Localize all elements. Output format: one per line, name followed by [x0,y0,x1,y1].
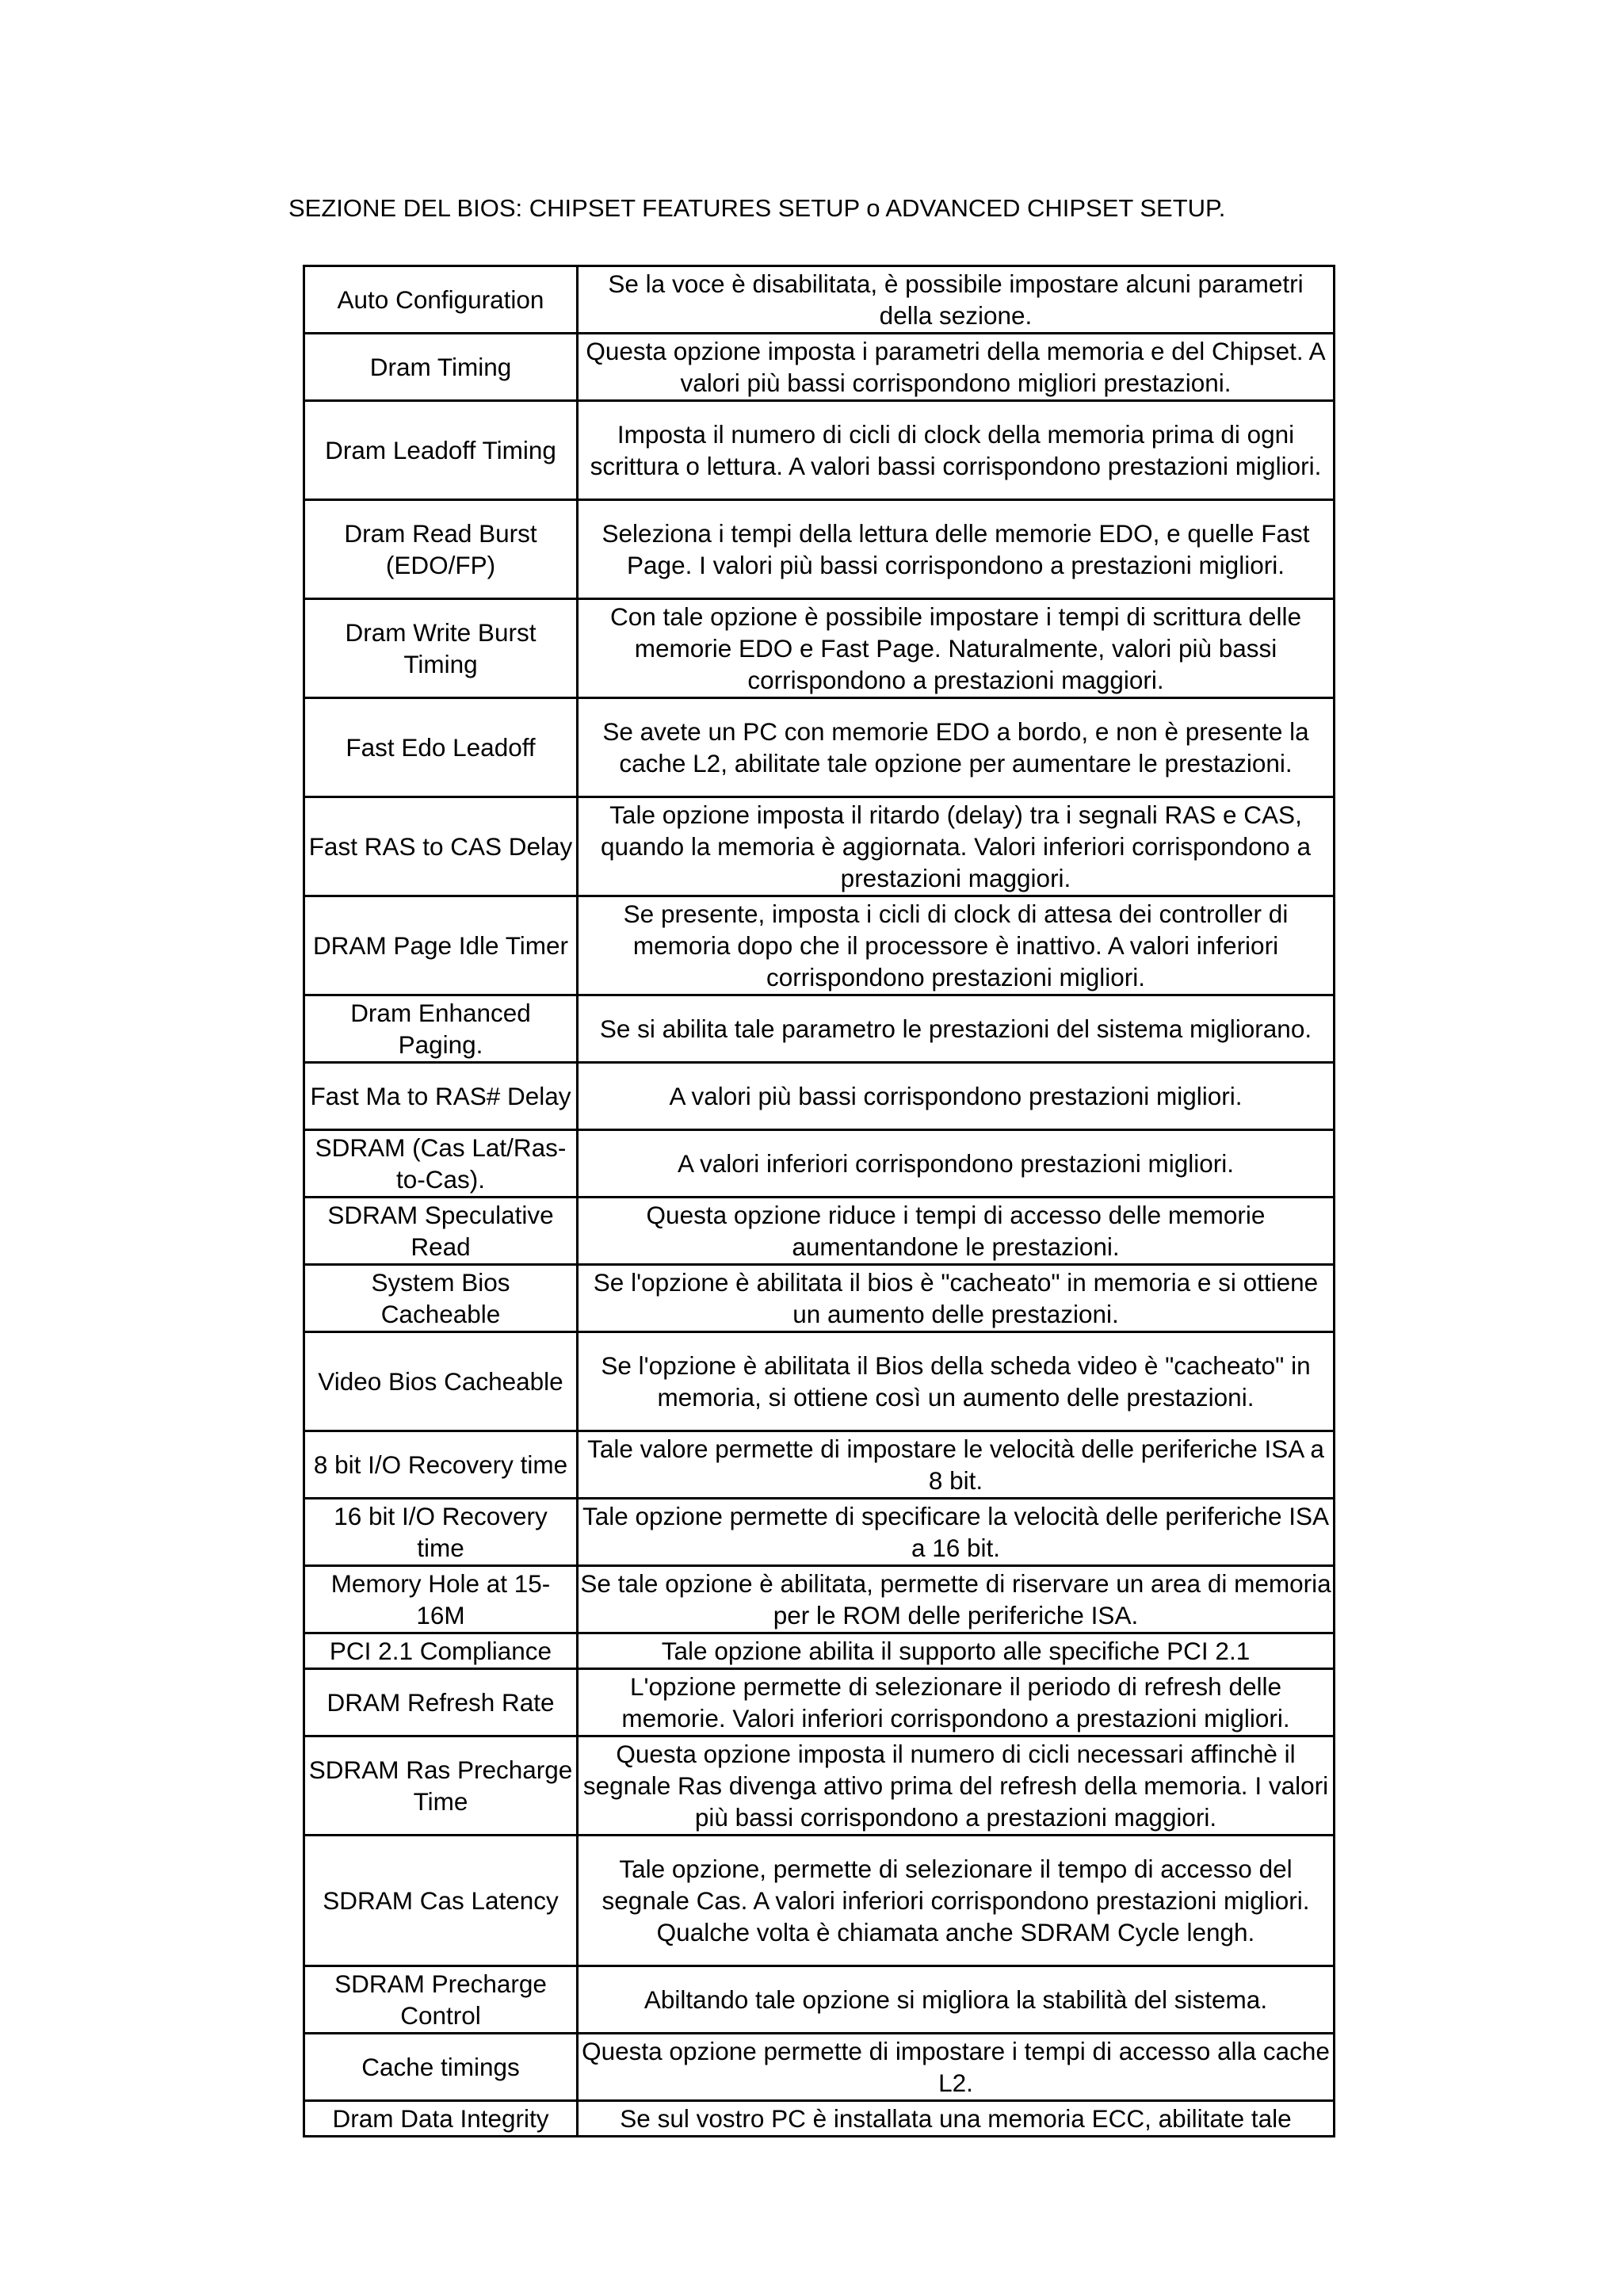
setting-name: Fast Edo Leadoff [304,698,578,797]
setting-name: SDRAM Speculative Read [304,1198,578,1265]
table-row [304,995,1335,1063]
table-row [304,2034,1335,2101]
setting-name: Dram Data Integrity [304,2101,578,2137]
setting-description: Imposta il numero di cicli di clock della memoria prima di ogni scrittura o lettura. A valori bassi corrispondono prestazioni migliori. [578,401,1335,500]
table-row [304,1431,1335,1499]
setting-name: 16 bit I/O Recovery time [304,1499,578,1566]
table-row [304,698,1335,797]
setting-description: Se avete un PC con memorie EDO a bordo, e non è presente la cache L2, abilitate tale opzione per aumentare le prestazioni. [578,698,1335,797]
setting-description: Tale valore permette di impostare le velocità delle periferiche ISA a 8 bit. [578,1431,1335,1499]
setting-name: 8 bit I/O Recovery time [304,1431,578,1499]
table-row [304,1332,1335,1431]
table-row [304,1836,1335,1966]
setting-name: SDRAM Ras Precharge Time [304,1736,578,1836]
setting-description: Se l'opzione è abilitata il Bios della scheda video è "cacheato" in memoria, si ottiene così un aumento delle prestazioni. [578,1332,1335,1431]
setting-name: Fast RAS to CAS Delay [304,797,578,896]
table-row [304,1633,1335,1669]
setting-description: Se la voce è disabilitata, è possibile impostare alcuni parametri della sezione. [578,266,1335,334]
setting-name: SDRAM Precharge Control [304,1966,578,2034]
setting-name: DRAM Page Idle Timer [304,896,578,995]
setting-description: Se si abilita tale parametro le prestazioni del sistema migliorano. [578,995,1335,1063]
table-row [304,266,1335,334]
page-title: SEZIONE DEL BIOS: CHIPSET FEATURES SETUP o ADVANCED CHIPSET SETUP. [288,194,1226,222]
setting-description: L'opzione permette di selezionare il periodo di refresh delle memorie. Valori inferiori corrispondono a prestazioni migliori. [578,1669,1335,1736]
setting-description: Tale opzione abilita il supporto alle specifiche PCI 2.1 [578,1633,1335,1669]
table-row [304,1966,1335,2034]
setting-name: Dram Write Burst Timing [304,599,578,698]
setting-name: Dram Timing [304,334,578,401]
setting-description: Tale opzione permette di specificare la velocità delle periferiche ISA a 16 bit. [578,1499,1335,1566]
setting-description: Tale opzione imposta il ritardo (delay) tra i segnali RAS e CAS, quando la memoria è aggiornata. Valori inferiori corrispondono a prestazioni maggiori. [578,797,1335,896]
setting-name: Auto Configuration [304,266,578,334]
setting-description: A valori più bassi corrispondono prestazioni migliori. [578,1063,1335,1130]
table-row [304,401,1335,500]
setting-description: Questa opzione imposta il numero di cicli necessari affinchè il segnale Ras divenga attivo prima del refresh della memoria. I valori più bassi corrispondono a prestazioni maggiori. [578,1736,1335,1836]
setting-description: Se presente, imposta i cicli di clock di attesa dei controller di memoria dopo che il processore è inattivo. A valori inferiori corrispondono prestazioni migliori. [578,896,1335,995]
setting-name: SDRAM (Cas Lat/Ras-to-Cas). [304,1130,578,1198]
setting-description: Con tale opzione è possibile impostare i tempi di scrittura delle memorie EDO e Fast Page. Naturalmente, valori più bassi corrispondono a prestazioni maggiori. [578,599,1335,698]
setting-description: Tale opzione, permette di selezionare il tempo di accesso del segnale Cas. A valori inferiori corrispondono prestazioni migliori. Qualche volta è chiamata anche SDRAM Cycle lengh. [578,1836,1335,1966]
table-row [304,1265,1335,1332]
setting-name: Dram Leadoff Timing [304,401,578,500]
setting-description: Seleziona i tempi della lettura delle memorie EDO, e quelle Fast Page. I valori più bassi corrispondono a prestazioni migliori. [578,500,1335,599]
setting-name: PCI 2.1 Compliance [304,1633,578,1669]
table-row [304,1130,1335,1198]
setting-description: Se tale opzione è abilitata, permette di riservare un area di memoria per le ROM delle periferiche ISA. [578,1566,1335,1633]
table-row [304,500,1335,599]
setting-name: Fast Ma to RAS# Delay [304,1063,578,1130]
table-row [304,797,1335,896]
table-row [304,1063,1335,1130]
setting-name: Dram Enhanced Paging. [304,995,578,1063]
setting-name: Video Bios Cacheable [304,1332,578,1431]
table-row [304,896,1335,995]
table-row [304,1499,1335,1566]
setting-name: Cache timings [304,2034,578,2101]
setting-name: Memory Hole at 15-16M [304,1566,578,1633]
setting-name: Dram Read Burst (EDO/FP) [304,500,578,599]
setting-description: Questa opzione imposta i parametri della memoria e del Chipset. A valori più bassi corrispondono migliori prestazioni. [578,334,1335,401]
table-row [304,2101,1335,2137]
setting-name: System Bios Cacheable [304,1265,578,1332]
table-row [304,1566,1335,1633]
setting-name: DRAM Refresh Rate [304,1669,578,1736]
table-row [304,1736,1335,1836]
setting-description: A valori inferiori corrispondono prestazioni migliori. [578,1130,1335,1198]
table-row [304,599,1335,698]
setting-description: Questa opzione permette di impostare i tempi di accesso alla cache L2. [578,2034,1335,2101]
setting-description: Se l'opzione è abilitata il bios è "cacheato" in memoria e si ottiene un aumento delle prestazioni. [578,1265,1335,1332]
table-row [304,1669,1335,1736]
bios-settings-table [303,265,1335,2137]
setting-description: Questa opzione riduce i tempi di accesso delle memorie aumentandone le prestazioni. [578,1198,1335,1265]
setting-description: Se sul vostro PC è installata una memoria ECC, abilitate tale [578,2101,1335,2137]
setting-name: SDRAM Cas Latency [304,1836,578,1966]
table-row [304,1198,1335,1265]
setting-description: Abiltando tale opzione si migliora la stabilità del sistema. [578,1966,1335,2034]
table-row [304,334,1335,401]
